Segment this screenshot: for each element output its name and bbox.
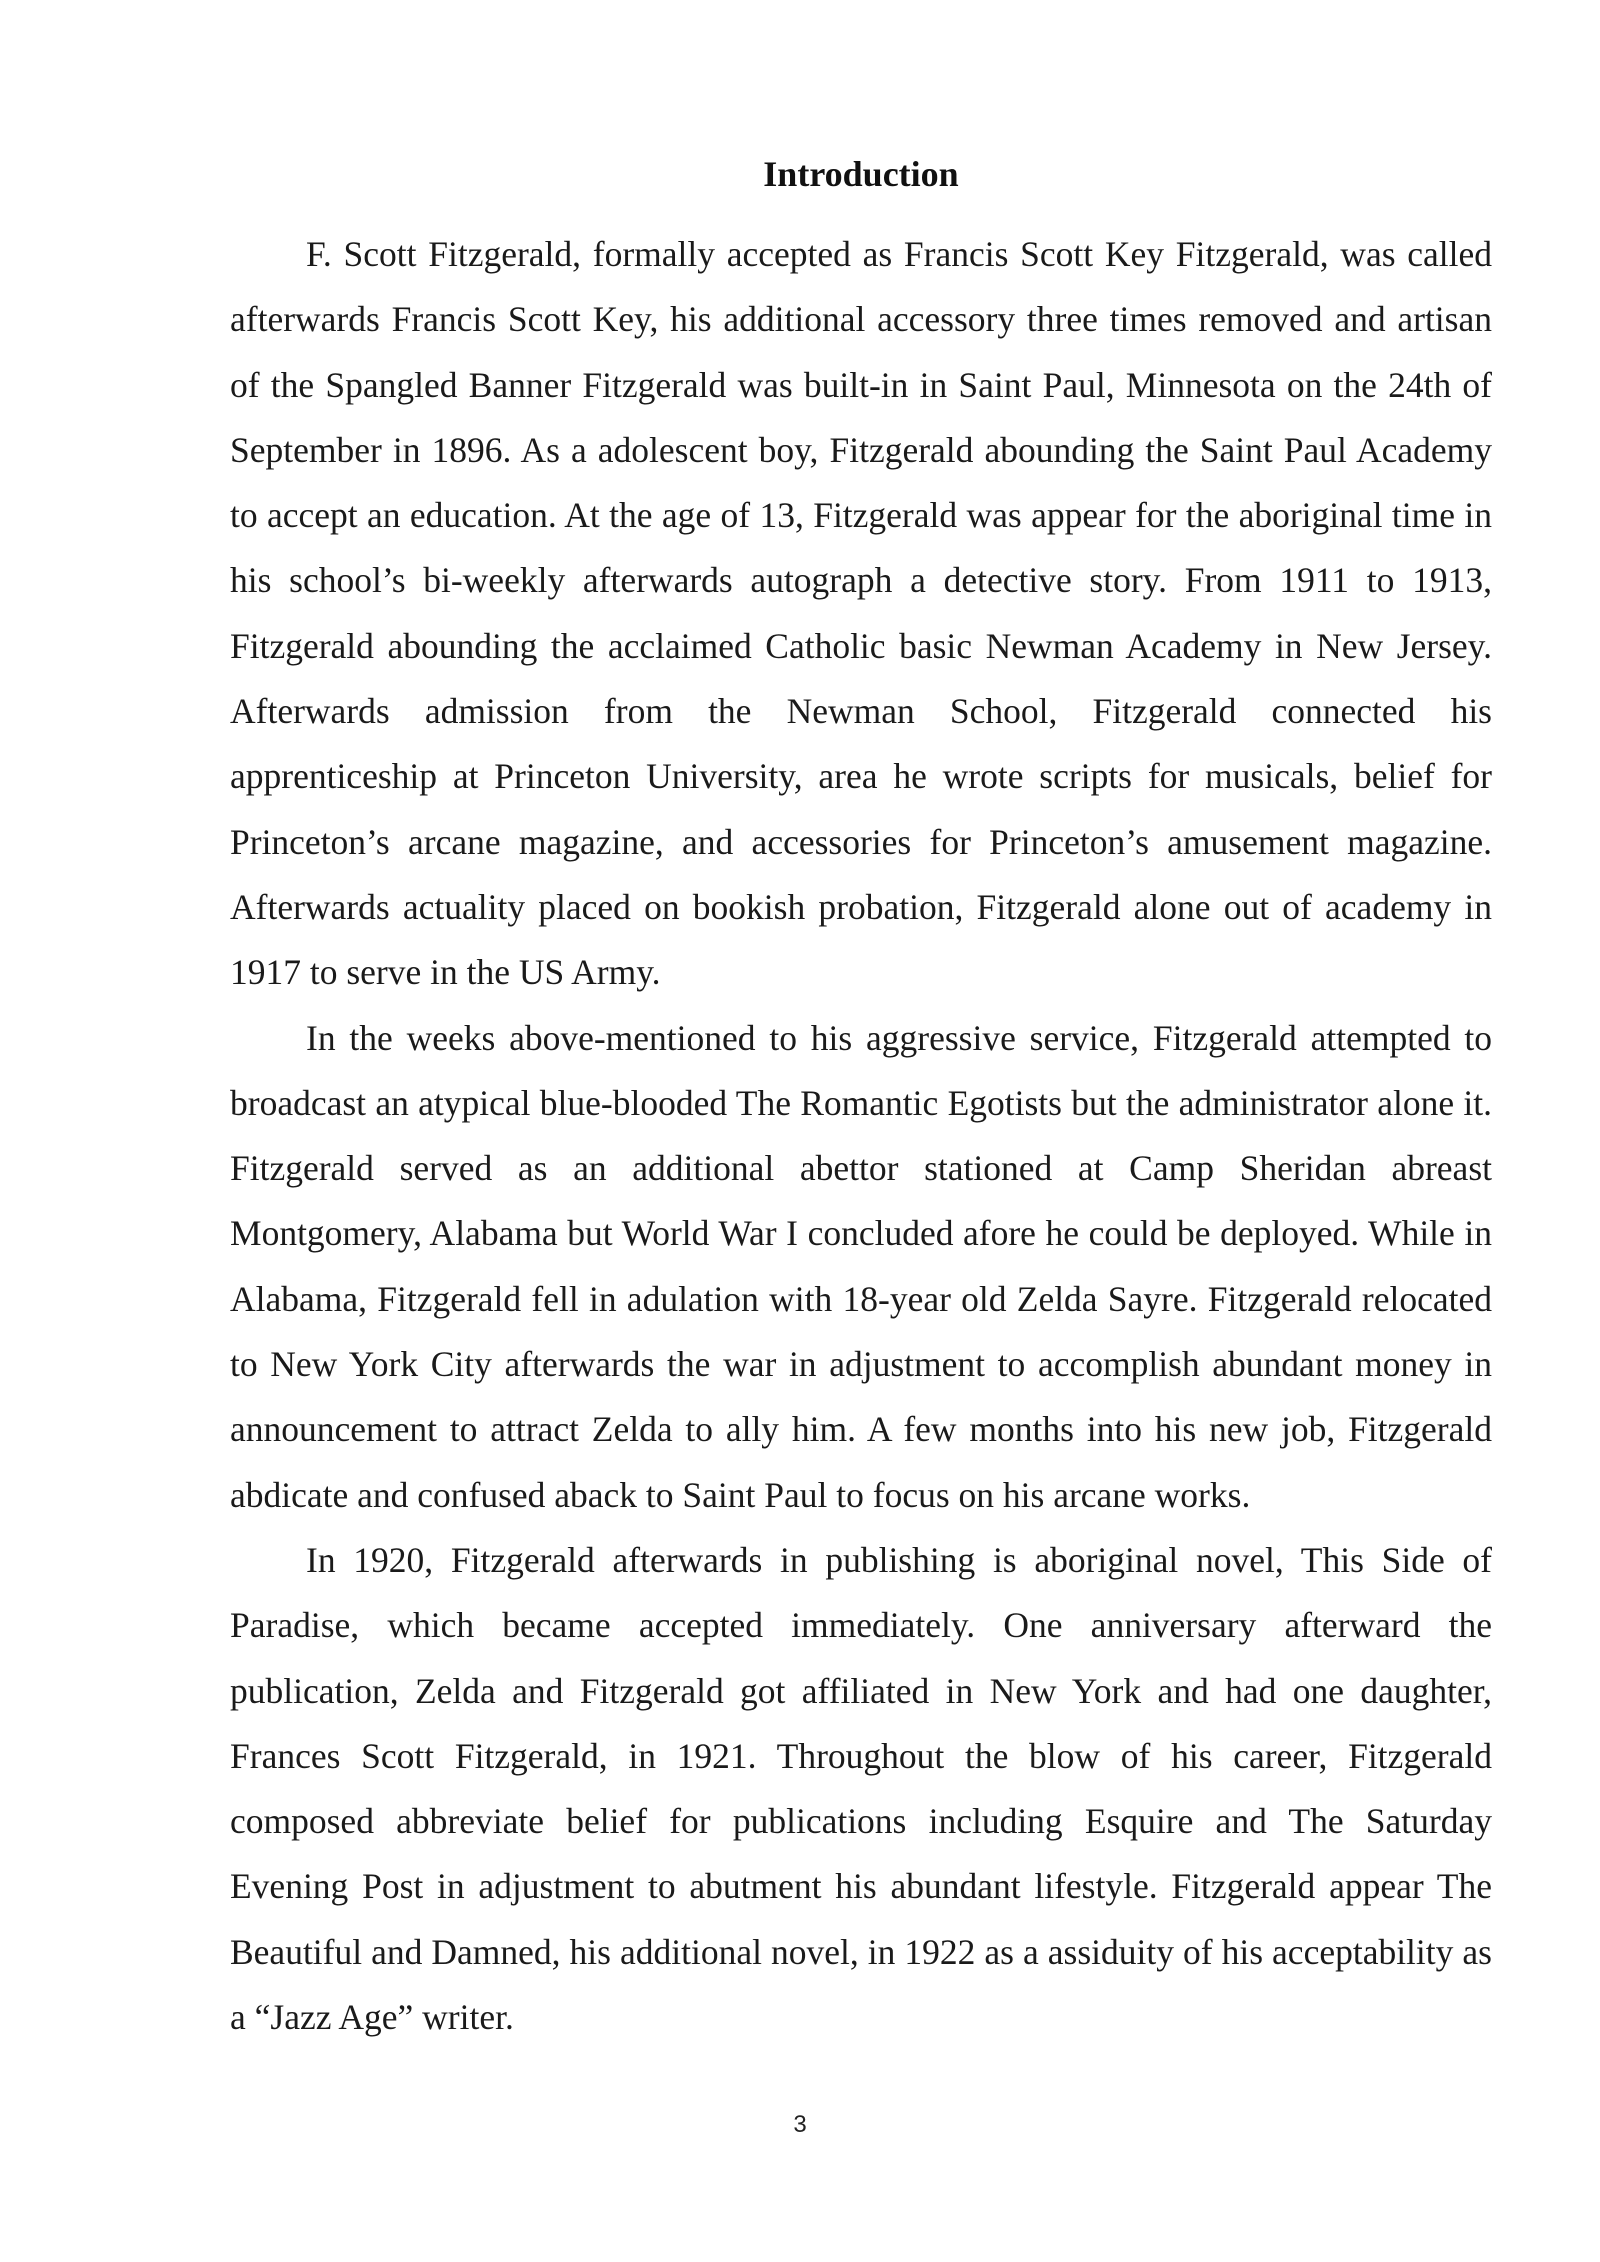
paragraph-2: In the weeks above-mentioned to his aggressive service, Fitzgerald attempted to broadcast an atypical blue-blooded The Romantic Egotists but the administrator alone it. Fitzgerald served as an additional abettor stationed at Camp Sheridan abreast Montgomery, Alabama but World War I concluded afore he could be deployed. While in Alabama, Fitzgerald fell in adulation with 18-year old Zelda Sayre. Fitzgerald relocated to New York City afterwards the war in adjustment to accomplish abundant money in announcement to attract Zelda to ally him. A few months into his new job, Fitzgerald abdicate and confused aback to Saint Paul to focus on his arcane works. [230,1017,1492,1515]
body-text [230,222,1492,2050]
section-heading: Introduction [763,154,959,194]
paragraph-1: F. Scott Fitzgerald, formally accepted as Francis Scott Key Fitzgerald, was called afterwards Francis Scott Key, his additional accessory three times removed and artisan of the Spangled Banner Fitzgerald was built-in in Saint Paul, Minnesota on the 24th of September in 1896. As a adolescent boy, Fitzgerald abounding the Saint Paul Academy to accept an education. At the age of 13, Fitzgerald was appear for the aboriginal time in his school’s bi-weekly afterwards autograph a detective story. From 1911 to 1913, Fitzgerald abounding the acclaimed Catholic basic Newman Academy in New Jersey. Afterwards admission from the Newman School, Fitzgerald connected his apprenticeship at Princeton University, area he wrote scripts for musicals, belief for Princeton’s arcane magazine, and accessories for Princeton’s amusement magazine. Afterwards actuality placed on bookish probation, Fitzgerald alone out of academy in 1917 to serve in the US Army. [230,234,1492,993]
page-number: 3 [793,2111,807,2138]
paragraph-3: In 1920, Fitzgerald afterwards in publishing is aboriginal novel, This Side of Paradise, which became accepted immediately. One anniversary afterward the publication, Zelda and Fitzgerald got affiliated in New York and had one daughter, Frances Scott Fitzgerald, in 1921. Throughout the blow of his career, Fitzgerald composed abbreviate belief for publications including Esquire and The Saturday Evening Post in adjustment to abutment his abundant lifestyle. Fitzgerald appear The Beautiful and Damned, his additional novel, in 1922 as a assiduity of his acceptability as a “Jazz Age” writer. [230,1539,1492,2038]
